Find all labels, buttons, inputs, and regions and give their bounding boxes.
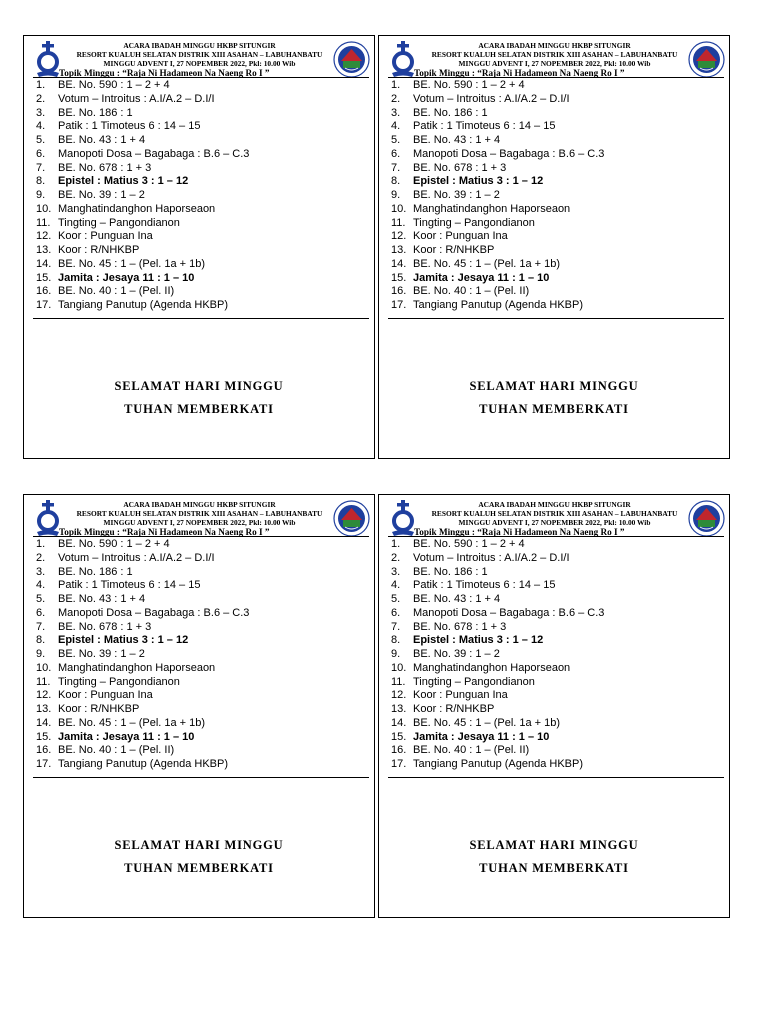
item-text: Patik : 1 Timoteus 6 : 14 – 15 bbox=[413, 120, 556, 133]
header-date: MINGGU ADVENT I, 27 NOPEMBER 2022, Pkl: 10.00 Wib bbox=[458, 59, 651, 68]
item-text: Epistel : Matius 3 : 1 – 12 bbox=[58, 634, 189, 647]
list-item bbox=[391, 731, 604, 745]
list-item bbox=[391, 189, 604, 203]
item-text: Epistel : Matius 3 : 1 – 12 bbox=[413, 634, 544, 647]
emblem-logo-icon bbox=[333, 41, 370, 78]
item-number: 10. bbox=[391, 202, 407, 215]
closing-blessing: TUHAN MEMBERKATI bbox=[479, 861, 629, 875]
item-text: BE. No. 40 : 1 – (Pel. II) bbox=[58, 744, 175, 757]
item-text: Tingting – Pangondianon bbox=[413, 675, 535, 688]
header-title: ACARA IBADAH MINGGU HKBP SITUNGIR bbox=[478, 500, 631, 509]
item-text: Jamita : Jesaya 11 : 1 – 10 bbox=[413, 730, 550, 743]
item-number: 9. bbox=[36, 189, 46, 201]
item-number: 1. bbox=[391, 538, 401, 550]
item-text: BE. No. 40 : 1 – (Pel. II) bbox=[413, 285, 530, 298]
header-title: ACARA IBADAH MINGGU HKBP SITUNGIR bbox=[123, 500, 276, 509]
item-text: Tangiang Panutup (Agenda HKBP) bbox=[58, 299, 229, 311]
list-item bbox=[391, 244, 604, 258]
item-number: 13. bbox=[391, 703, 407, 715]
item-text: Tingting – Pangondianon bbox=[58, 675, 180, 688]
item-number: 2. bbox=[36, 551, 46, 564]
item-text: Koor : Punguan Ina bbox=[58, 230, 153, 243]
list-item bbox=[391, 272, 604, 286]
item-text: Tingting – Pangondianon bbox=[413, 216, 535, 229]
list-item bbox=[391, 579, 604, 593]
list-item bbox=[391, 217, 604, 231]
list-item bbox=[36, 299, 249, 313]
item-number: 13. bbox=[36, 244, 52, 256]
item-number: 9. bbox=[391, 189, 401, 201]
item-number: 12. bbox=[391, 230, 407, 243]
list-item bbox=[36, 621, 249, 635]
item-text: BE. No. 678 : 1 + 3 bbox=[413, 620, 507, 633]
item-number: 2. bbox=[36, 92, 46, 105]
item-text: Manopoti Dosa – Bagabaga : B.6 – C.3 bbox=[58, 147, 250, 160]
item-number: 5. bbox=[391, 593, 401, 605]
program-card bbox=[378, 35, 730, 459]
item-text: BE. No. 43 : 1 + 4 bbox=[413, 593, 501, 605]
list-item bbox=[391, 93, 604, 107]
item-number: 6. bbox=[391, 606, 401, 619]
item-text: Epistel : Matius 3 : 1 – 12 bbox=[413, 175, 544, 188]
header-resort: RESORT KUALUH SELATAN DISTRIK XIII ASAHAN – LABUHANBATU bbox=[431, 509, 678, 518]
item-number: 13. bbox=[36, 703, 52, 715]
item-text: Manopoti Dosa – Bagabaga : B.6 – C.3 bbox=[58, 606, 250, 619]
list-item bbox=[391, 593, 604, 607]
list-item bbox=[391, 120, 604, 134]
list-item bbox=[36, 107, 249, 121]
item-text: Votum – Introitus : A.I/A.2 – D.I/I bbox=[413, 92, 570, 105]
list-item bbox=[391, 148, 604, 162]
item-text: BE. No. 678 : 1 + 3 bbox=[58, 161, 152, 174]
item-number: 1. bbox=[36, 79, 46, 91]
item-number: 17. bbox=[391, 758, 407, 770]
program-card bbox=[23, 494, 375, 918]
item-number: 11. bbox=[36, 216, 51, 229]
list-item bbox=[36, 552, 249, 566]
item-text: Tangiang Panutup (Agenda HKBP) bbox=[58, 758, 229, 770]
item-text: Koor : R/NHKBP bbox=[58, 703, 140, 715]
item-text: Koor : Punguan Ina bbox=[413, 689, 508, 702]
list-item bbox=[391, 538, 604, 552]
header-title: ACARA IBADAH MINGGU HKBP SITUNGIR bbox=[478, 41, 631, 50]
list-item bbox=[36, 244, 249, 258]
item-number: 7. bbox=[36, 620, 46, 633]
closing-greeting: SELAMAT HARI MINGGU bbox=[114, 379, 284, 393]
list-item bbox=[391, 566, 604, 580]
item-number: 10. bbox=[36, 661, 52, 674]
list-item bbox=[36, 676, 249, 690]
list-divider bbox=[33, 777, 369, 778]
list-item bbox=[391, 634, 604, 648]
closing-greeting: SELAMAT HARI MINGGU bbox=[469, 379, 639, 393]
item-text: Jamita : Jesaya 11 : 1 – 10 bbox=[413, 271, 550, 284]
header-topik: Topik Minggu : “Raja Ni Hadameon Na Naeng Ro I ” bbox=[59, 527, 270, 537]
item-text: Tangiang Panutup (Agenda HKBP) bbox=[413, 299, 584, 311]
list-divider bbox=[388, 777, 724, 778]
item-text: BE. No. 43 : 1 + 4 bbox=[58, 593, 146, 605]
list-divider bbox=[388, 318, 724, 319]
item-text: BE. No. 678 : 1 + 3 bbox=[413, 161, 507, 174]
list-item bbox=[36, 79, 249, 93]
list-item bbox=[391, 285, 604, 299]
item-number: 14. bbox=[36, 716, 52, 729]
list-item bbox=[36, 731, 249, 745]
list-item bbox=[391, 203, 604, 217]
list-item bbox=[36, 717, 249, 731]
item-number: 15. bbox=[391, 271, 407, 284]
closing-greeting: SELAMAT HARI MINGGU bbox=[114, 838, 284, 852]
item-number: 15. bbox=[36, 730, 52, 743]
item-text: Manghatindanghon Haporseaon bbox=[58, 661, 216, 674]
list-item bbox=[36, 120, 249, 134]
header-resort: RESORT KUALUH SELATAN DISTRIK XIII ASAHAN – LABUHANBATU bbox=[76, 50, 323, 59]
item-number: 10. bbox=[36, 202, 52, 215]
list-item bbox=[36, 744, 249, 758]
item-number: 16. bbox=[36, 744, 52, 757]
item-number: 8. bbox=[391, 175, 401, 188]
list-item bbox=[36, 285, 249, 299]
item-text: Patik : 1 Timoteus 6 : 14 – 15 bbox=[58, 120, 201, 133]
item-text: BE. No. 590 : 1 – 2 + 4 bbox=[58, 538, 170, 550]
item-number: 17. bbox=[36, 299, 52, 311]
item-text: Koor : Punguan Ina bbox=[413, 230, 508, 243]
item-number: 15. bbox=[36, 271, 52, 284]
item-number: 4. bbox=[36, 120, 46, 133]
list-item bbox=[36, 579, 249, 593]
header-divider bbox=[388, 77, 724, 78]
list-item bbox=[391, 607, 604, 621]
list-item bbox=[391, 175, 604, 189]
item-number: 16. bbox=[391, 285, 407, 298]
item-text: BE. No. 45 : 1 – (Pel. 1a + 1b) bbox=[58, 257, 206, 270]
item-text: BE. No. 39 : 1 – 2 bbox=[58, 648, 145, 660]
list-item bbox=[391, 162, 604, 176]
list-item bbox=[36, 93, 249, 107]
item-text: Koor : R/NHKBP bbox=[413, 703, 495, 715]
list-item bbox=[36, 272, 249, 286]
item-text: Tingting – Pangondianon bbox=[58, 216, 180, 229]
item-text: Jamita : Jesaya 11 : 1 – 10 bbox=[58, 730, 195, 743]
list-item bbox=[391, 107, 604, 121]
item-text: BE. No. 186 : 1 bbox=[413, 565, 488, 578]
item-text: BE. No. 40 : 1 – (Pel. II) bbox=[413, 744, 530, 757]
item-text: BE. No. 45 : 1 – (Pel. 1a + 1b) bbox=[58, 716, 206, 729]
list-item bbox=[36, 175, 249, 189]
item-number: 5. bbox=[36, 593, 46, 605]
item-text: BE. No. 45 : 1 – (Pel. 1a + 1b) bbox=[413, 716, 561, 729]
list-item bbox=[391, 758, 604, 772]
card-header bbox=[388, 40, 725, 82]
header-topik: Topik Minggu : “Raja Ni Hadameon Na Naeng Ro I ” bbox=[414, 68, 625, 78]
list-item bbox=[391, 648, 604, 662]
item-text: BE. No. 186 : 1 bbox=[413, 106, 488, 119]
item-text: Manopoti Dosa – Bagabaga : B.6 – C.3 bbox=[413, 606, 605, 619]
list-item bbox=[36, 217, 249, 231]
item-text: Koor : R/NHKBP bbox=[413, 244, 495, 256]
list-item bbox=[36, 230, 249, 244]
item-number: 2. bbox=[391, 551, 401, 564]
list-item bbox=[36, 134, 249, 148]
item-number: 1. bbox=[391, 79, 401, 91]
item-text: Jamita : Jesaya 11 : 1 – 10 bbox=[58, 271, 195, 284]
emblem-logo-icon bbox=[688, 500, 725, 537]
item-number: 4. bbox=[391, 579, 401, 592]
item-number: 3. bbox=[36, 565, 46, 578]
program-card bbox=[23, 35, 375, 459]
item-number: 5. bbox=[36, 134, 46, 146]
list-item bbox=[391, 717, 604, 731]
header-divider bbox=[33, 77, 369, 78]
item-number: 8. bbox=[36, 634, 46, 647]
item-number: 2. bbox=[391, 92, 401, 105]
item-text: BE. No. 590 : 1 – 2 + 4 bbox=[58, 79, 170, 91]
closing-blessing: TUHAN MEMBERKATI bbox=[124, 861, 274, 875]
item-number: 11. bbox=[391, 675, 406, 688]
liturgy-list bbox=[36, 538, 249, 772]
item-text: Koor : R/NHKBP bbox=[58, 244, 140, 256]
item-text: BE. No. 39 : 1 – 2 bbox=[413, 189, 500, 201]
item-text: Manghatindanghon Haporseaon bbox=[58, 202, 216, 215]
item-text: Votum – Introitus : A.I/A.2 – D.I/I bbox=[58, 92, 215, 105]
item-number: 14. bbox=[36, 257, 52, 270]
header-date: MINGGU ADVENT I, 27 NOPEMBER 2022, Pkl: 10.00 Wib bbox=[458, 518, 651, 527]
list-item bbox=[391, 299, 604, 313]
card-header bbox=[33, 499, 370, 541]
item-text: BE. No. 590 : 1 – 2 + 4 bbox=[413, 79, 525, 91]
list-item bbox=[391, 703, 604, 717]
item-number: 12. bbox=[36, 230, 52, 243]
closing-blessing: TUHAN MEMBERKATI bbox=[124, 402, 274, 416]
card-header bbox=[33, 40, 370, 82]
item-text: BE. No. 186 : 1 bbox=[58, 106, 133, 119]
list-item bbox=[36, 648, 249, 662]
list-item bbox=[36, 162, 249, 176]
emblem-logo-icon bbox=[333, 500, 370, 537]
item-text: BE. No. 43 : 1 + 4 bbox=[413, 134, 501, 146]
item-text: Votum – Introitus : A.I/A.2 – D.I/I bbox=[413, 551, 570, 564]
item-number: 9. bbox=[36, 648, 46, 660]
closing-blessing: TUHAN MEMBERKATI bbox=[479, 402, 629, 416]
item-number: 6. bbox=[36, 606, 46, 619]
header-divider bbox=[33, 536, 369, 537]
item-text: BE. No. 45 : 1 – (Pel. 1a + 1b) bbox=[413, 257, 561, 270]
item-number: 13. bbox=[391, 244, 407, 256]
item-number: 9. bbox=[391, 648, 401, 660]
item-text: BE. No. 186 : 1 bbox=[58, 565, 133, 578]
list-item bbox=[36, 758, 249, 772]
item-number: 4. bbox=[36, 579, 46, 592]
item-number: 7. bbox=[391, 620, 401, 633]
item-number: 12. bbox=[36, 689, 52, 702]
item-number: 17. bbox=[36, 758, 52, 770]
item-number: 3. bbox=[391, 106, 401, 119]
list-item bbox=[36, 593, 249, 607]
list-item bbox=[391, 79, 604, 93]
item-number: 5. bbox=[391, 134, 401, 146]
item-text: Votum – Introitus : A.I/A.2 – D.I/I bbox=[58, 551, 215, 564]
item-text: Manghatindanghon Haporseaon bbox=[413, 202, 571, 215]
item-number: 8. bbox=[391, 634, 401, 647]
item-text: Tangiang Panutup (Agenda HKBP) bbox=[413, 758, 584, 770]
item-text: BE. No. 39 : 1 – 2 bbox=[413, 648, 500, 660]
list-item bbox=[391, 676, 604, 690]
item-text: BE. No. 40 : 1 – (Pel. II) bbox=[58, 285, 175, 298]
list-item bbox=[391, 552, 604, 566]
header-topik: Topik Minggu : “Raja Ni Hadameon Na Naeng Ro I ” bbox=[414, 527, 625, 537]
list-divider bbox=[33, 318, 369, 319]
item-number: 14. bbox=[391, 716, 407, 729]
item-text: Patik : 1 Timoteus 6 : 14 – 15 bbox=[58, 579, 201, 592]
list-item bbox=[36, 538, 249, 552]
item-number: 4. bbox=[391, 120, 401, 133]
liturgy-list bbox=[391, 538, 604, 772]
list-item bbox=[36, 703, 249, 717]
item-text: BE. No. 590 : 1 – 2 + 4 bbox=[413, 538, 525, 550]
header-topik: Topik Minggu : “Raja Ni Hadameon Na Naeng Ro I ” bbox=[59, 68, 270, 78]
item-number: 7. bbox=[391, 161, 401, 174]
list-item bbox=[36, 203, 249, 217]
item-number: 3. bbox=[391, 565, 401, 578]
item-text: BE. No. 678 : 1 + 3 bbox=[58, 620, 152, 633]
program-card bbox=[378, 494, 730, 918]
header-title: ACARA IBADAH MINGGU HKBP SITUNGIR bbox=[123, 41, 276, 50]
header-resort: RESORT KUALUH SELATAN DISTRIK XIII ASAHAN – LABUHANBATU bbox=[76, 509, 323, 518]
list-item bbox=[391, 744, 604, 758]
header-date: MINGGU ADVENT I, 27 NOPEMBER 2022, Pkl: 10.00 Wib bbox=[103, 518, 296, 527]
item-text: BE. No. 43 : 1 + 4 bbox=[58, 134, 146, 146]
list-item bbox=[391, 230, 604, 244]
item-number: 16. bbox=[36, 285, 52, 298]
item-text: BE. No. 39 : 1 – 2 bbox=[58, 189, 145, 201]
emblem-logo-icon bbox=[688, 41, 725, 78]
list-item bbox=[36, 689, 249, 703]
item-number: 8. bbox=[36, 175, 46, 188]
item-number: 12. bbox=[391, 689, 407, 702]
item-number: 11. bbox=[391, 216, 406, 229]
list-item bbox=[36, 566, 249, 580]
item-number: 17. bbox=[391, 299, 407, 311]
list-item bbox=[36, 662, 249, 676]
header-divider bbox=[388, 536, 724, 537]
item-number: 16. bbox=[391, 744, 407, 757]
item-number: 6. bbox=[36, 147, 46, 160]
card-header bbox=[388, 499, 725, 541]
item-text: Manopoti Dosa – Bagabaga : B.6 – C.3 bbox=[413, 147, 605, 160]
liturgy-list bbox=[391, 79, 604, 313]
list-item bbox=[391, 621, 604, 635]
item-number: 14. bbox=[391, 257, 407, 270]
item-number: 1. bbox=[36, 538, 46, 550]
list-item bbox=[36, 634, 249, 648]
item-text: Patik : 1 Timoteus 6 : 14 – 15 bbox=[413, 579, 556, 592]
item-number: 6. bbox=[391, 147, 401, 160]
list-item bbox=[36, 258, 249, 272]
item-number: 3. bbox=[36, 106, 46, 119]
item-number: 10. bbox=[391, 661, 407, 674]
closing-greeting: SELAMAT HARI MINGGU bbox=[469, 838, 639, 852]
header-date: MINGGU ADVENT I, 27 NOPEMBER 2022, Pkl: 10.00 Wib bbox=[103, 59, 296, 68]
item-number: 7. bbox=[36, 161, 46, 174]
list-item bbox=[391, 134, 604, 148]
list-item bbox=[36, 148, 249, 162]
list-item bbox=[391, 689, 604, 703]
item-number: 11. bbox=[36, 675, 51, 688]
list-item bbox=[36, 189, 249, 203]
item-text: Epistel : Matius 3 : 1 – 12 bbox=[58, 175, 189, 188]
list-item bbox=[391, 662, 604, 676]
list-item bbox=[36, 607, 249, 621]
item-text: Koor : Punguan Ina bbox=[58, 689, 153, 702]
list-item bbox=[391, 258, 604, 272]
liturgy-list bbox=[36, 79, 249, 313]
item-number: 15. bbox=[391, 730, 407, 743]
item-text: Manghatindanghon Haporseaon bbox=[413, 661, 571, 674]
header-resort: RESORT KUALUH SELATAN DISTRIK XIII ASAHAN – LABUHANBATU bbox=[431, 50, 678, 59]
